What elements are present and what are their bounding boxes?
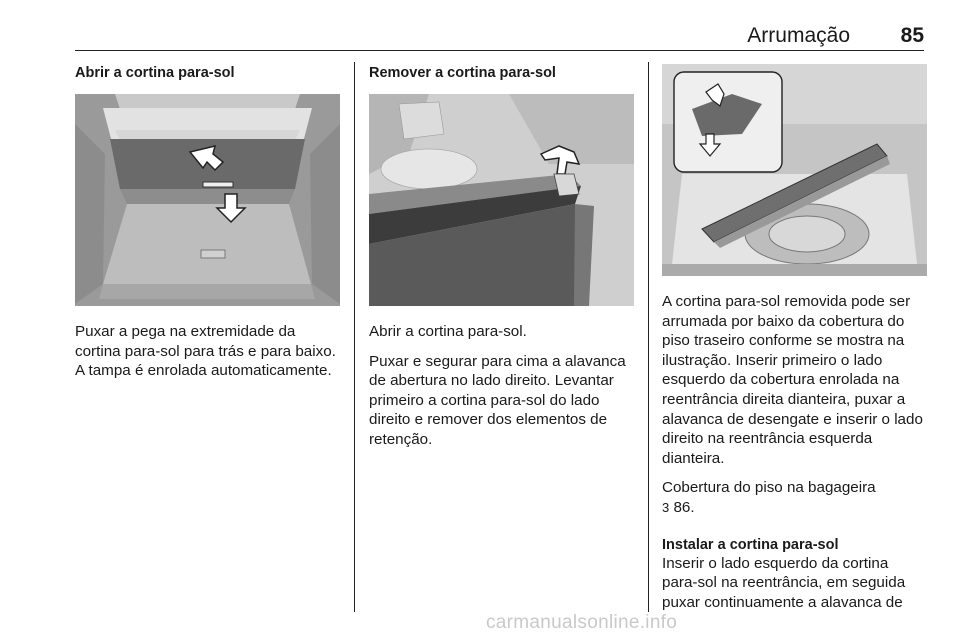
shade-stowage-drawing	[662, 64, 927, 276]
paragraph-install-shade: Inserir o lado esquerdo da cortina para-sol na reentrância, em seguida puxar continuamente a alavanca de	[662, 554, 906, 611]
illustration-open-shade	[75, 94, 340, 306]
header-rule	[75, 50, 924, 51]
floor-cover-reference-text: Cobertura do piso na bagageira	[662, 479, 876, 497]
paragraph-stow-shade: A cortina para-sol removida pode ser arrumada por baixo da cobertura do piso traseiro conforme se mostra na ilustração. Inserir primeiro o lado esquerdo da cobertura enrolada na reentrância direita dianteira, puxar a alavanca de desengate e inserir o lado direito na reentrância esquerda dianteira.	[662, 293, 923, 467]
illustration-remove-shade	[369, 94, 634, 306]
page-number: 85	[900, 24, 924, 47]
paragraph-remove-shade: Puxar e segurar para cima a alavanca de abertura no lado direito. Levantar primeiro a cortina para-sol do lado direito e remover dos elementos de retenção.	[369, 352, 626, 448]
paragraph-floor-cover-reference	[662, 478, 927, 517]
column-1	[75, 64, 340, 391]
section-heading-open-shade: Abrir a cortina para-sol	[75, 65, 235, 81]
column-divider-1	[354, 62, 355, 612]
cargo-cover-open-drawing	[75, 94, 340, 306]
floor-cover-reference-link[interactable]: 86.	[673, 498, 695, 516]
section-heading-remove-shade: Remover a cortina para-sol	[369, 65, 556, 81]
illustration-stow-shade	[662, 64, 927, 276]
section-heading-install-shade: Instalar a cortina para-sol	[662, 536, 839, 553]
watermark: carmanualsonline.info	[486, 612, 678, 633]
column-2	[369, 64, 634, 460]
paragraph-open-shade-step: Abrir a cortina para-sol.	[369, 323, 527, 340]
column-3	[662, 64, 927, 622]
paragraph-open-shade: Puxar a pega na extremidade da cortina para-sol para trás e para baixo. A tampa é enrolada automaticamente.	[75, 323, 336, 380]
column-divider-2	[648, 62, 649, 612]
shade-removal-drawing	[369, 94, 634, 306]
page-reference-icon: 3	[662, 499, 670, 515]
page-header-title: Arrumação	[747, 24, 850, 47]
